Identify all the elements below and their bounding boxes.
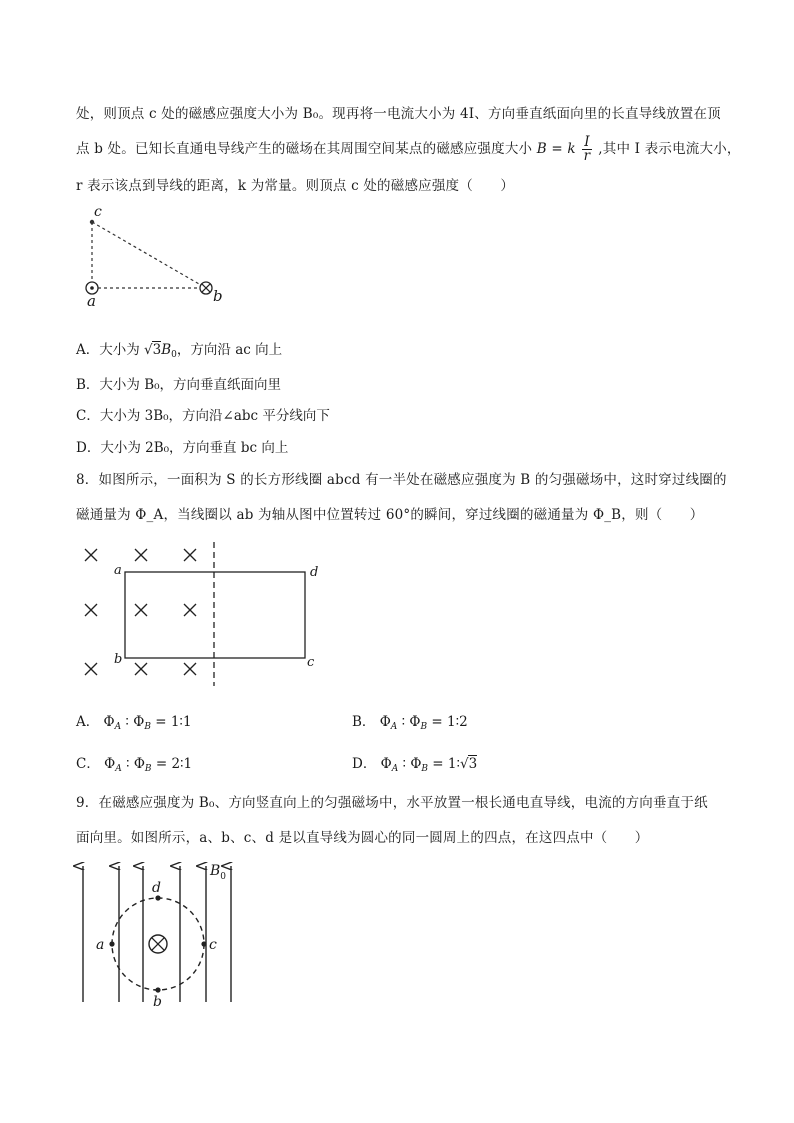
q8-text-line-2: 磁通量为 Φ_A，当线圈以 ab 为轴从图中位置转过 60°的瞬间，穿过线圈的磁通量为 Φ_B，则（ ） (76, 507, 704, 523)
q7-text-line-1: 处，则顶点 c 处的磁感应强度大小为 B₀。现再将一电流大小为 4I、方向垂直纸面向里的长直导线放置在顶 (76, 106, 721, 122)
q7-figure (78, 200, 238, 312)
q7-text-line-2-post: ,其中 I 表示电流大小， (598, 141, 741, 157)
cross-icon (135, 663, 147, 675)
label-a: a (87, 292, 96, 310)
option-a-prefix: A．大小为 (76, 342, 145, 358)
current-out-dot-a (90, 286, 94, 290)
label-b: b (153, 994, 162, 1010)
q8-figure (76, 540, 336, 690)
q9-text-line-1: 9．在磁感应强度为 B₀、方向竖直向上的匀强磁场中，水平放置一根长通电直导线，电流的方向垂直于纸 (76, 795, 708, 811)
cross-icon (135, 604, 147, 616)
label-B0: $B_0$ (210, 863, 227, 882)
q7-option-c[interactable]: C．大小为 3B₀，方向沿∠abc 平分线向下 (76, 408, 330, 424)
point-b (155, 987, 160, 992)
q7-text-line-2 (76, 136, 741, 163)
label-b: b (114, 652, 123, 667)
q8-text-line-1: 8．如图所示，一面积为 S 的长方形线圈 abcd 有一半处在磁感应强度为 B 的匀强磁场中，这时穿过线圈的 (76, 472, 727, 488)
cross-icon (184, 663, 196, 675)
point-a (109, 941, 114, 946)
q7-text-line-2-pre: 点 b 处。已知长直通电导线产生的磁场在其周围空间某点的磁感应强度大小 (76, 141, 533, 157)
q7-text-line-3: r 表示该点到导线的距离，k 为常量。则顶点 c 处的磁感应强度（ ） (76, 178, 515, 194)
label-c: c (209, 937, 217, 953)
coil-abcd (125, 572, 305, 658)
option-a-suffix: ，方向沿 ac 向上 (176, 342, 283, 358)
q8-option-a[interactable]: A． $\Phi_A$ ∶ $\Phi_B$ = 1∶1 (76, 714, 192, 732)
formula-lhs: B = k (536, 141, 576, 157)
cross-icon (135, 549, 147, 561)
cross-icon (184, 604, 196, 616)
cross-icon (85, 549, 97, 561)
q7-option-d[interactable]: D．大小为 2B₀，方向垂直 bc 向上 (76, 440, 289, 456)
vertex-c-dot (90, 220, 94, 224)
formula-fraction (582, 136, 592, 163)
q9-figure (76, 858, 266, 1008)
sqrt-3: 3 (152, 342, 162, 358)
cross-icon (85, 604, 97, 616)
point-c (201, 941, 206, 946)
q8-option-d[interactable]: D． $\Phi_A$ ∶ $\Phi_B$ = 1∶√3 (352, 756, 478, 774)
label-c: c (94, 204, 102, 220)
segment-cb (92, 222, 206, 288)
q8-option-b[interactable]: B． $\Phi_A$ ∶ $\Phi_B$ = 1∶2 (352, 714, 468, 732)
q7-option-a[interactable]: A．大小为 $√3B_0$，方向沿 ac 向上 (76, 342, 283, 360)
q8-option-c[interactable]: C． $\Phi_A$ ∶ $\Phi_B$ = 2∶1 (76, 756, 193, 774)
label-a: a (114, 563, 122, 578)
point-d (155, 895, 160, 900)
cross-icon (184, 549, 196, 561)
formula-numerator: I (584, 134, 590, 150)
q9-text-line-2: 面向里。如图所示，a、b、c、d 是以直导线为圆心的同一圆周上的四点，在这四点中（ ） (76, 830, 649, 846)
subscript-0: 0 (171, 350, 177, 360)
label-b: b (213, 287, 223, 305)
cross-icon (85, 663, 97, 675)
q7-option-b[interactable]: B．大小为 B₀，方向垂直纸面向里 (76, 377, 282, 393)
label-c: c (307, 655, 315, 670)
formula-denominator: r (583, 148, 591, 164)
symbol-B: B (161, 342, 172, 358)
label-d: d (310, 565, 319, 580)
label-a: a (96, 937, 105, 953)
label-d: d (152, 880, 161, 896)
field-crosses (85, 549, 196, 675)
